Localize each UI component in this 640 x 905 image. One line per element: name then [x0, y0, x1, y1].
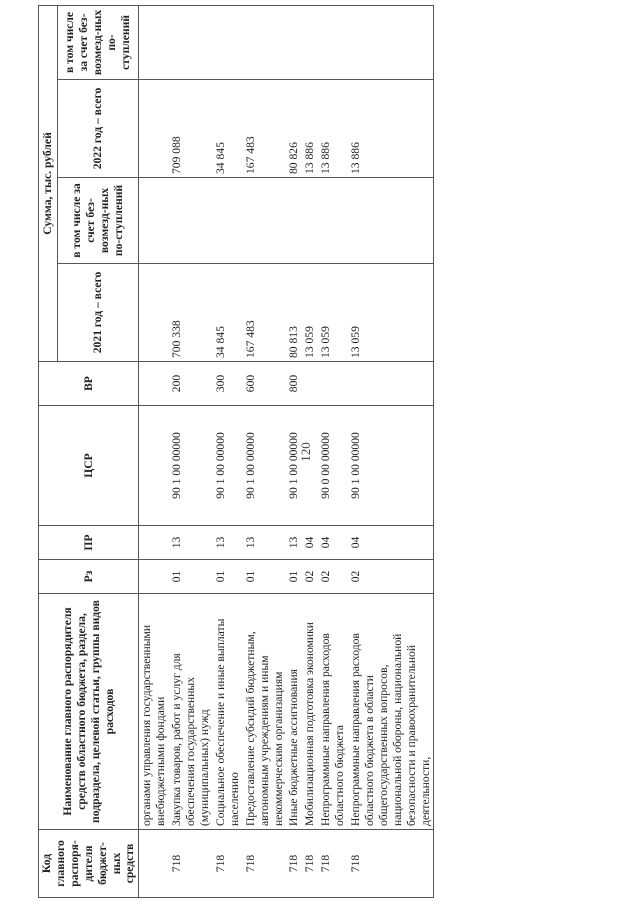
budget-table — [38, 5, 434, 898]
cell-name: Непрограммные направления расходов областного бюджета — [318, 594, 348, 830]
cell-2022-total: 13 886 — [318, 80, 348, 178]
cell-2021-total: 13 059 — [302, 264, 318, 362]
cell-vr: 300 — [213, 362, 243, 406]
header-rz: Рз — [39, 560, 139, 594]
table-row — [318, 5, 348, 897]
cell-code: 718 — [348, 830, 434, 898]
cell-rz: 02 — [318, 560, 348, 594]
cell-name: Социальное обеспечение и иные выплаты населению — [213, 594, 243, 830]
cell-vr — [348, 362, 434, 406]
cell-2021-free — [286, 178, 302, 264]
cell-name: Непрограммные направления расходов областного бюджета в области общегосударственных вопросов, национальной обороны, национальной безопасности и правоохранительной деятельности, — [348, 594, 434, 830]
cell-code: 718 — [213, 830, 243, 898]
table-row — [302, 5, 318, 897]
table-row — [243, 5, 287, 897]
cell-csr: 90 0 00 00000 — [318, 406, 348, 526]
cell-pr — [139, 526, 169, 560]
cell-pr: 04 — [302, 526, 318, 560]
cell-2022-free — [302, 5, 318, 79]
cell-rz: 01 — [243, 560, 287, 594]
header-pr: ПР — [39, 526, 139, 560]
cell-code: 718 — [302, 830, 318, 898]
cell-2022-free — [169, 5, 213, 79]
cell-pr: 13 — [213, 526, 243, 560]
cell-2021-free — [318, 178, 348, 264]
cell-2022-free — [139, 5, 169, 79]
cell-rz: 01 — [213, 560, 243, 594]
cell-2022-total: 13 886 — [302, 80, 318, 178]
cell-rz: 01 — [169, 560, 213, 594]
cell-2022-total: 709 088 — [169, 80, 213, 178]
cell-vr — [318, 362, 348, 406]
cell-csr — [139, 406, 169, 526]
cell-csr: 90 1 00 00000 — [348, 406, 434, 526]
cell-2021-free — [348, 178, 434, 264]
cell-name: Иные бюджетные ассигнования — [286, 594, 302, 830]
table-row — [169, 5, 213, 897]
cell-csr: 90 1 00 00000 — [169, 406, 213, 526]
table-row — [348, 5, 434, 897]
cell-2022-free — [243, 5, 287, 79]
table-row — [213, 5, 243, 897]
cell-code: 718 — [286, 830, 302, 898]
cell-rz: 02 — [348, 560, 434, 594]
cell-rz: 01 — [286, 560, 302, 594]
table-row — [286, 5, 302, 897]
cell-2022-free — [318, 5, 348, 79]
cell-pr: 04 — [348, 526, 434, 560]
cell-2022-free — [286, 5, 302, 79]
cell-2022-free — [213, 5, 243, 79]
cell-2022-total — [139, 80, 169, 178]
header-2021-total: 2021 год – всего — [57, 264, 138, 362]
cell-pr: 13 — [243, 526, 287, 560]
cell-csr — [302, 406, 318, 526]
cell-name: Предоставление субсидий бюджетным, автономным учреждениям и иным некоммерческим организациям — [243, 594, 287, 830]
header-sum-group: Сумма, тыс. рублей — [39, 5, 58, 361]
cell-2022-total: 34 845 — [213, 80, 243, 178]
header-2022-free: в том числе за счет без-возмезд-ных по-ступлений — [57, 5, 138, 79]
cell-2021-free — [139, 178, 169, 264]
cell-2021-free — [213, 178, 243, 264]
cell-name: Мобилизационная подготовка экономики — [302, 594, 318, 830]
table-row — [139, 5, 169, 897]
cell-2022-total: 80 826 — [286, 80, 302, 178]
cell-2021-total: 80 813 — [286, 264, 302, 362]
header-code: Код главного распоря-дителя бюджет-ных средств — [39, 830, 139, 898]
cell-2021-total: 700 338 — [169, 264, 213, 362]
cell-csr: 90 1 00 00000 — [243, 406, 287, 526]
cell-vr: 800 — [286, 362, 302, 406]
header-name: Наименование главного распорядителя средств областного бюджета, раздела, подраздела, целевой статьи, группы видов расходов — [39, 594, 139, 830]
cell-2022-free — [348, 5, 434, 79]
cell-2021-total — [139, 264, 169, 362]
cell-vr — [302, 362, 318, 406]
cell-name: Закупка товаров, работ и услуг для обеспечения государственных (муниципальных) нужд — [169, 594, 213, 830]
cell-name: органами управления государственными внебюджетными фондами — [139, 594, 169, 830]
header-2022-total: 2022 год – всего — [57, 80, 138, 178]
header-2021-free: в том числе за счет без-возмезд-ных по-ступлений — [57, 178, 138, 264]
cell-vr — [139, 362, 169, 406]
cell-pr: 13 — [169, 526, 213, 560]
cell-2021-free — [302, 178, 318, 264]
cell-code: 718 — [318, 830, 348, 898]
cell-csr: 90 1 00 00000 — [286, 406, 302, 526]
cell-code — [139, 830, 169, 898]
cell-code: 718 — [169, 830, 213, 898]
cell-2021-free — [169, 178, 213, 264]
cell-vr: 600 — [243, 362, 287, 406]
cell-pr: 13 — [286, 526, 302, 560]
cell-code: 718 — [243, 830, 287, 898]
header-vr: ВР — [39, 362, 139, 406]
page-number: 120 — [298, 442, 313, 462]
cell-pr: 04 — [318, 526, 348, 560]
header-csr: ЦСР — [39, 406, 139, 526]
cell-2021-total: 167 483 — [243, 264, 287, 362]
cell-2021-free — [243, 178, 287, 264]
cell-rz: 02 — [302, 560, 318, 594]
cell-2021-total: 13 059 — [348, 264, 434, 362]
cell-2021-total: 34 845 — [213, 264, 243, 362]
cell-rz — [139, 560, 169, 594]
cell-2022-total: 13 886 — [348, 80, 434, 178]
cell-csr: 90 1 00 00000 — [213, 406, 243, 526]
cell-2022-total: 167 483 — [243, 80, 287, 178]
cell-2021-total: 13 059 — [318, 264, 348, 362]
cell-vr: 200 — [169, 362, 213, 406]
